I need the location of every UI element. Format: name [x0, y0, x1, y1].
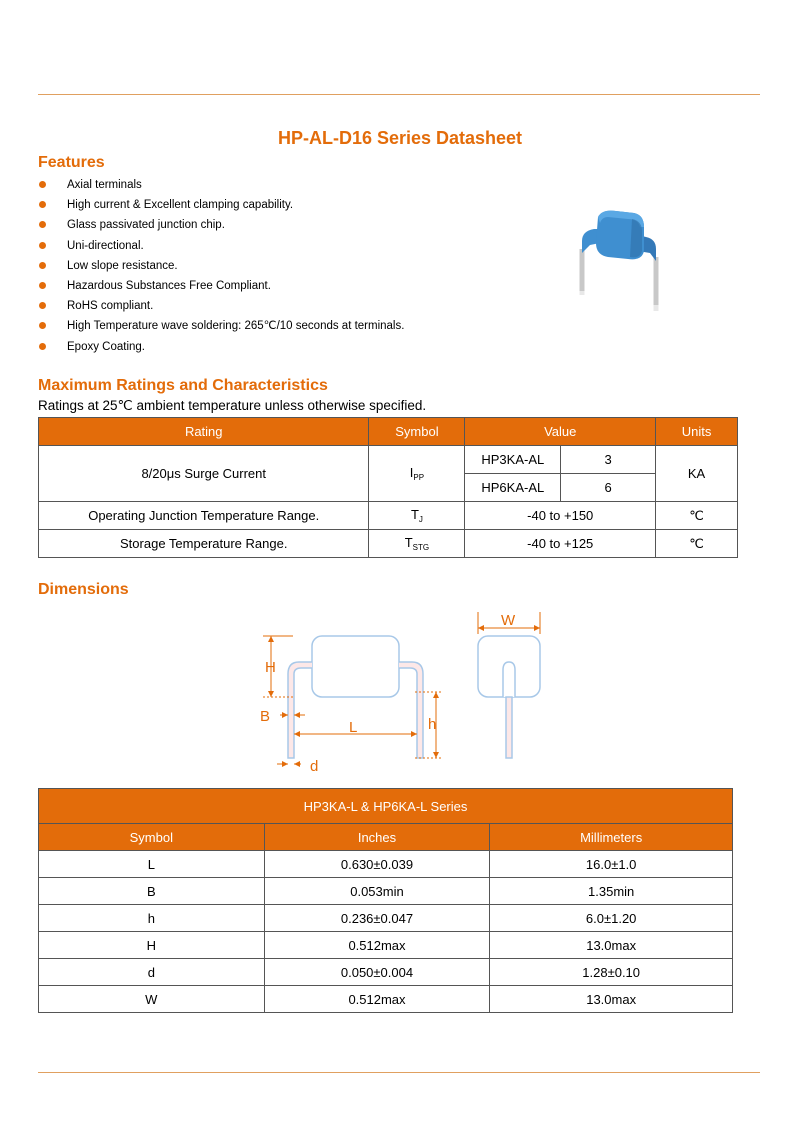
row-mm: 13.0max	[490, 986, 733, 1013]
surge-value-2: 6	[561, 474, 656, 502]
row-symbol: H	[39, 932, 265, 959]
dim-label-L: L	[349, 719, 358, 736]
ratings-note: Ratings at 25℃ ambient temperature unless otherwise specified.	[38, 398, 427, 413]
row-mm: 6.0±1.20	[490, 905, 733, 932]
dimensions-table	[38, 788, 733, 1013]
dim-label-B: B	[260, 708, 271, 725]
surge-symbol: $I_{PP}$	[369, 446, 465, 502]
tj-value: -40 to +150	[465, 502, 656, 530]
row-symbol: W	[39, 986, 265, 1013]
row-inches: 0.512max	[264, 986, 490, 1013]
row-inches: 0.630±0.039	[264, 851, 490, 878]
row-mm: 1.35min	[490, 878, 733, 905]
ratings-table	[38, 417, 738, 558]
series-title: HP3KA-L & HP6KA-L Series	[39, 789, 733, 824]
top-rule	[38, 94, 760, 95]
table-row	[39, 905, 733, 932]
row-inches: 0.236±0.047	[264, 905, 490, 932]
header-symbol: Symbol	[369, 418, 465, 446]
bottom-rule	[38, 1072, 760, 1073]
dim-label-H: H	[265, 659, 276, 676]
table-row	[39, 932, 733, 959]
surge-units: KA	[656, 446, 738, 502]
feature-item: Low slope resistance.	[38, 257, 404, 277]
header-value: Value	[465, 418, 656, 446]
table-row	[39, 851, 733, 878]
tstg-rating: Storage Temperature Range.	[39, 530, 369, 558]
table-row	[39, 959, 733, 986]
features-list	[38, 176, 404, 358]
tj-units: ℃	[656, 502, 738, 530]
dimension-diagram	[255, 608, 555, 778]
header-inches: Inches	[264, 824, 490, 851]
ratings-heading: Maximum Ratings and Characteristics	[38, 377, 328, 394]
surge-value-1: 3	[561, 446, 656, 474]
dim-label-d: d	[310, 758, 319, 775]
feature-item: RoHS compliant.	[38, 297, 404, 317]
feature-item: High current & Excellent clamping capability.	[38, 196, 404, 216]
feature-item: Epoxy Coating.	[38, 338, 404, 358]
tstg-value: -40 to +125	[465, 530, 656, 558]
row-symbol: B	[39, 878, 265, 905]
dimensions-heading: Dimensions	[38, 581, 129, 598]
table-row	[39, 986, 733, 1013]
tj-rating: Operating Junction Temperature Range.	[39, 502, 369, 530]
feature-item: Glass passivated junction chip.	[38, 216, 404, 236]
dim-label-h: h	[428, 716, 437, 733]
tstg-units: ℃	[656, 530, 738, 558]
header-mm: Millimeters	[490, 824, 733, 851]
row-mm: 1.28±0.10	[490, 959, 733, 986]
row-mm: 16.0±1.0	[490, 851, 733, 878]
tj-symbol: $T_J$	[369, 502, 465, 530]
feature-item: Uni-directional.	[38, 237, 404, 257]
row-symbol: d	[39, 959, 265, 986]
header-rating: Rating	[39, 418, 369, 446]
tstg-symbol: $T_{STG}$	[369, 530, 465, 558]
feature-item: High Temperature wave soldering: 265℃/10 seconds at terminals.	[38, 317, 404, 337]
row-symbol: L	[39, 851, 265, 878]
component-photo	[572, 205, 672, 317]
header-symbol: Symbol	[39, 824, 265, 851]
row-inches: 0.053min	[264, 878, 490, 905]
table-row	[39, 878, 733, 905]
features-heading: Features	[38, 154, 105, 171]
row-inches: 0.050±0.004	[264, 959, 490, 986]
row-mm: 13.0max	[490, 932, 733, 959]
dim-label-W: W	[501, 612, 516, 629]
row-symbol: h	[39, 905, 265, 932]
surge-rating: 8/20μs Surge Current	[39, 446, 369, 502]
feature-item: Hazardous Substances Free Compliant.	[38, 277, 404, 297]
feature-item: Axial terminals	[38, 176, 404, 196]
page-title: HP-AL-D16 Series Datasheet	[277, 128, 523, 148]
surge-model-2: HP6KA-AL	[465, 474, 561, 502]
header-units: Units	[656, 418, 738, 446]
row-inches: 0.512max	[264, 932, 490, 959]
surge-model-1: HP3KA-AL	[465, 446, 561, 474]
